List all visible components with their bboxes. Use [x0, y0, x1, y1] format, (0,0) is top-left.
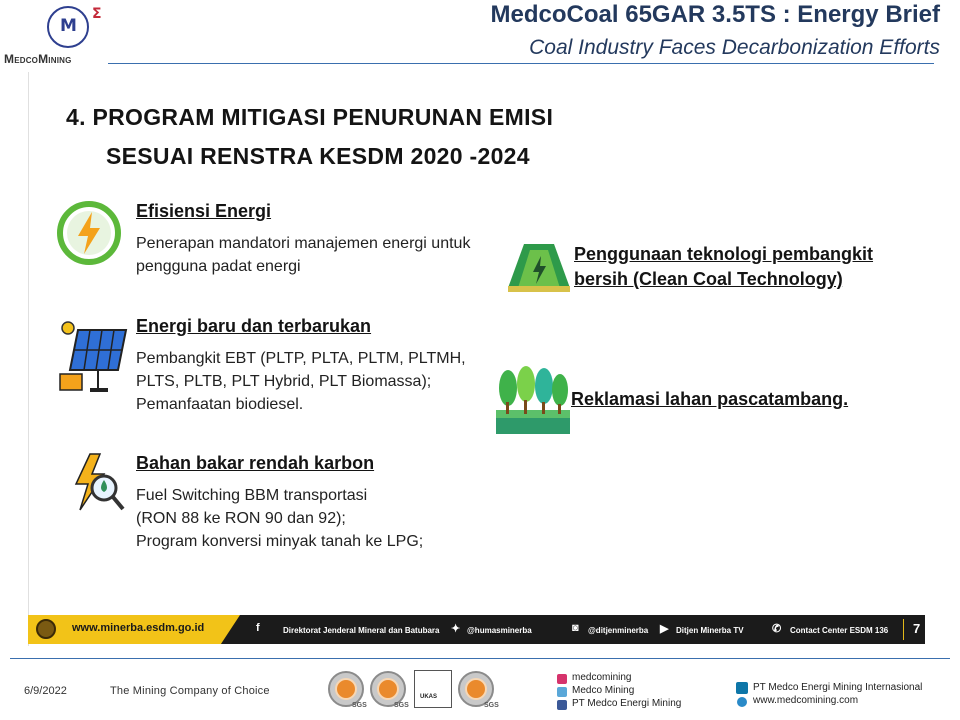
linkedin-icon: [736, 682, 748, 694]
item-line: Pembangkit EBT (PLTP, PLTA, PLTM, PLTMH,: [136, 350, 466, 367]
item-line: PLTS, PLTB, PLT Hybrid, PLT Biomassa);: [136, 373, 432, 390]
strip-separator: [903, 619, 904, 640]
item-title-bahan-bakar: Bahan bakar rendah karbon: [136, 453, 375, 473]
phone-icon: ✆: [772, 623, 782, 635]
item-title-energi-baru: Energi baru dan terbarukan: [136, 316, 372, 336]
slide-page-number: 7: [913, 621, 921, 636]
solar-panel-icon: [56, 316, 128, 396]
footer-website-link[interactable]: www.medcomining.com: [753, 695, 859, 706]
item-line: Penerapan mandatori manajemen energi untuk: [136, 235, 471, 252]
header-divider: [108, 63, 934, 64]
item-line: pengguna padat energi: [136, 258, 301, 275]
footer-date: 6/9/2022: [24, 685, 67, 697]
twitter-icon: [557, 687, 567, 697]
footer-tagline: The Mining Company of Choice: [110, 685, 270, 697]
strip-youtube: Ditjen Minerba TV: [676, 626, 744, 635]
strip-website: www.minerba.esdm.go.id: [72, 622, 205, 634]
footer-social-facebook[interactable]: PT Medco Energi Mining: [572, 698, 682, 709]
item-line: Pemanfaatan biodiesel.: [136, 396, 304, 413]
footer-social-instagram[interactable]: medcomining: [572, 672, 632, 683]
strip-twitter: @humasminerba: [467, 626, 532, 635]
ukas-label: UKAS: [420, 694, 438, 700]
strip-org: Direktorat Jenderal Mineral dan Batubara: [283, 626, 440, 635]
logo-text: MedcoMining: [4, 52, 72, 66]
low-carbon-fuel-icon: [70, 452, 126, 514]
logo-sigma-mark: Σ: [92, 6, 102, 22]
footer-social-linkedin[interactable]: PT Medco Energi Mining Internasional: [753, 682, 923, 693]
item-line: Program konversi minyak tanah ke LPG;: [136, 533, 424, 550]
item-title-clean-coal-2: bersih (Clean Coal Technology): [574, 269, 843, 289]
instagram-icon: ◙: [572, 622, 579, 634]
strip-instagram: @ditjenminerba: [588, 626, 649, 635]
facebook-icon: [557, 700, 567, 710]
energy-efficiency-icon: [56, 198, 122, 268]
globe-icon: [737, 697, 747, 707]
item-title-clean-coal-1: Penggunaan teknologi pembangkit: [574, 244, 874, 264]
page-title: MedcoCoal 65GAR 3.5TS : Energy Brief: [490, 1, 940, 28]
instagram-icon: [557, 674, 567, 684]
facebook-icon: f: [256, 622, 260, 634]
ukas-certification-icon: [414, 670, 452, 708]
footer-social-twitter[interactable]: Medco Mining: [572, 685, 635, 696]
clean-coal-icon: [508, 240, 570, 292]
seal-label: SGS: [484, 702, 499, 709]
seal-label: SGS: [394, 702, 409, 709]
seal-label: SGS: [352, 702, 367, 709]
item-line: (RON 88 ke RON 90 dan 92);: [136, 510, 346, 527]
footer-divider: [10, 658, 950, 659]
slide-heading-line-1: 4. PROGRAM MITIGASI PENURUNAN EMISI: [66, 104, 554, 130]
item-line: Fuel Switching BBM transportasi: [136, 487, 368, 504]
youtube-icon: ▶: [660, 623, 669, 635]
twitter-icon: ✦: [451, 623, 461, 635]
strip-contact: Contact Center ESDM 136: [790, 626, 889, 635]
reclamation-trees-icon: [496, 366, 570, 434]
item-title-reklamasi: Reklamasi lahan pascatambang.: [571, 389, 849, 409]
page-subtitle: Coal Industry Faces Decarbonization Efforts: [529, 36, 940, 59]
esdm-emblem-icon: [36, 619, 56, 639]
slide-heading-line-2: SESUAI RENSTRA KESDM 2020 -2024: [106, 143, 530, 169]
logo-mark: M: [60, 16, 77, 36]
item-title-efisiensi: Efisiensi Energi: [136, 201, 272, 221]
